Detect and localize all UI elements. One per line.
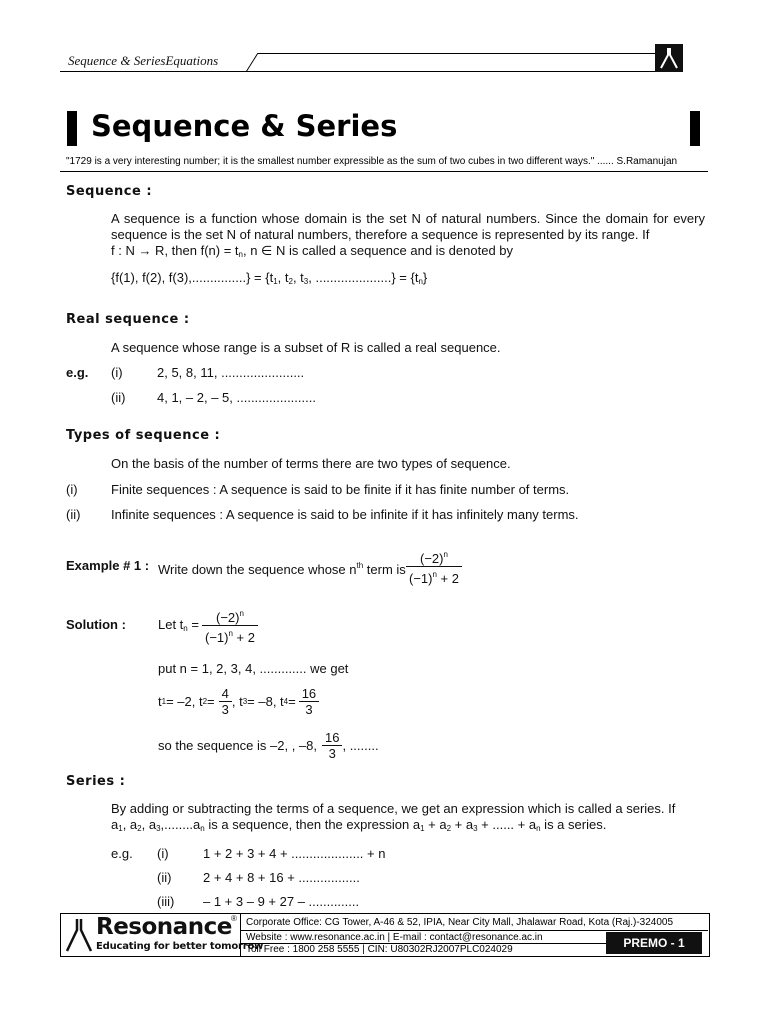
term-text: t <box>158 693 162 709</box>
term-text: = –2, t <box>166 693 203 709</box>
let-text: Let t <box>158 617 184 632</box>
result-fraction <box>322 730 342 761</box>
sequence-definition <box>111 211 705 263</box>
list-item: 1 + 2 + 3 + 4 + .................... + n <box>203 846 386 861</box>
put-n-line: put n = 1, 2, 3, 4, ............. we get <box>158 661 349 676</box>
registered-mark: ® <box>231 914 237 923</box>
series-text: is a sequence, then the expression a <box>204 817 421 832</box>
sub-n: n <box>238 250 243 259</box>
series-text: + a <box>451 817 474 832</box>
ramanujan-quote: "1729 is a very interesting number; it is the smallest number expressible as the sum of two cubes in two different ways." ...... S.Ramanujan <box>66 156 678 167</box>
list-item-num: (ii) <box>111 390 126 405</box>
resonance-footer-logo-icon <box>64 916 94 954</box>
fraction-denominator: 3 <box>328 746 336 761</box>
sequence-notation <box>111 270 427 290</box>
series-definition <box>111 801 705 837</box>
sequence-para-2a: f : N → R, then f(n) = t <box>111 243 239 258</box>
sub-1: 1 <box>273 277 278 286</box>
list-item-num: (ii) <box>66 507 81 522</box>
series-text: ,........a <box>160 817 201 832</box>
header-slant-line <box>246 53 258 72</box>
sub-2: 2 <box>137 824 142 833</box>
running-title: Sequence & SeriesEquations <box>68 53 219 68</box>
sub-3: 3 <box>242 696 248 706</box>
term-text: = <box>207 693 215 709</box>
numerator-text: (−2) <box>216 610 240 625</box>
header-top-rule <box>258 53 658 54</box>
terms-line <box>158 686 319 717</box>
sequence-heading: Sequence : <box>66 184 153 199</box>
list-item-num: (iii) <box>157 894 175 909</box>
term-text: , t <box>231 693 243 709</box>
list-item-num: (i) <box>157 846 169 861</box>
fraction-denominator: 3 <box>221 702 229 717</box>
fraction-denominator <box>202 626 258 645</box>
series-text: , a <box>122 817 138 832</box>
example-text: Write down the sequence whose n <box>158 562 357 577</box>
sequence-para-1: A sequence is a function whose domain is the set N of natural numbers. Since the domain for every sequence is the set N of natural numbers, therefore a sequence is represented by its range. If <box>111 211 705 242</box>
solution-label: Solution : <box>66 617 126 632</box>
series-heading: Series : <box>66 774 126 789</box>
sub-n: n <box>183 624 188 633</box>
result-text: , ........ <box>342 737 379 753</box>
series-para-1: By adding or subtracting the terms of a sequence, we get an expression which is called a series. If <box>111 801 676 816</box>
sub-2: 2 <box>446 824 452 833</box>
tn-fraction <box>202 606 258 645</box>
list-item: Infinite sequences : A sequence is said to be infinite if it has infinitely many terms. <box>111 507 579 522</box>
types-intro: On the basis of the number of terms there are two types of sequence. <box>111 456 511 471</box>
footer-brand: Resonance <box>96 914 232 940</box>
page-code-badge: PREMO - 1 <box>606 932 702 954</box>
list-item: 4, 1, – 2, – 5, ...................... <box>157 390 316 405</box>
solution-let <box>158 617 199 637</box>
notation-part: , t <box>292 270 304 285</box>
sub-1: 1 <box>161 696 167 706</box>
example-text: term is <box>363 562 406 577</box>
eg-label: e.g. <box>66 365 89 380</box>
denominator-text: (−1) <box>205 630 229 645</box>
fraction-denominator: 3 <box>305 702 313 717</box>
denominator-text: + 2 <box>232 630 255 645</box>
list-item: Finite sequences : A sequence is said to be finite if it has finite number of terms. <box>111 482 570 497</box>
resonance-logo-icon <box>655 44 683 72</box>
sub-1: 1 <box>118 824 123 833</box>
eg-label: e.g. <box>111 846 133 861</box>
sub-2: 2 <box>202 696 208 706</box>
sub-3: 3 <box>303 277 309 286</box>
sup-n: n <box>228 629 233 638</box>
series-text: , a <box>141 817 157 832</box>
quote-rule <box>60 171 708 172</box>
t4-fraction <box>299 686 319 717</box>
list-item-num: (i) <box>66 482 78 497</box>
title-bar-right <box>690 111 700 146</box>
notation-part: } <box>422 270 428 285</box>
page-title: Sequence & Series <box>91 109 398 143</box>
fraction-numerator: 16 <box>299 686 319 702</box>
sub-n: n <box>200 824 205 833</box>
term-text: = –8, t <box>247 693 284 709</box>
sequence-para-2b: , n ∈ N is called a sequence and is denoted by <box>242 243 514 258</box>
sub-4: 4 <box>283 696 289 706</box>
footer-tagline: Educating for better tomorrow <box>96 941 264 952</box>
series-text: + ...... + a <box>477 817 537 832</box>
footer-office: Corporate Office: CG Tower, A-46 & 52, IPIA, Near City Mall, Jhalawar Road, Kota (Raj.)-324005 <box>246 917 674 928</box>
let-text: = <box>187 617 199 632</box>
fraction-numerator: 16 <box>322 730 342 746</box>
types-heading: Types of sequence : <box>66 428 221 443</box>
sub-3: 3 <box>473 824 478 833</box>
t2-fraction <box>219 686 232 717</box>
notation-part: , .....................} = {t <box>308 270 419 285</box>
fraction-numerator <box>406 547 462 567</box>
list-item: 2 + 4 + 8 + 16 + ................. <box>203 870 360 885</box>
footer-rule <box>241 930 708 931</box>
sub-n: n <box>418 277 423 286</box>
sub-n: n <box>536 824 541 833</box>
real-sequence-definition: A sequence whose range is a subset of R is called a real sequence. <box>111 340 501 355</box>
list-item: – 1 + 3 – 9 + 27 – .............. <box>203 894 360 909</box>
sub-1: 1 <box>420 824 425 833</box>
list-item-num: (ii) <box>157 870 172 885</box>
sub-2: 2 <box>288 277 293 286</box>
fraction-numerator: 4 <box>219 686 232 702</box>
numerator-text: (−2) <box>420 551 444 566</box>
sup-n: n <box>443 550 448 559</box>
example-statement <box>158 558 406 578</box>
sup-n: n <box>432 570 437 579</box>
sequence-result-line <box>158 730 379 761</box>
result-text: so the sequence is –2, , –8, <box>158 737 317 753</box>
term-text: = <box>288 693 296 709</box>
notation-part: , t <box>277 270 289 285</box>
sub-3: 3 <box>156 824 161 833</box>
series-text: a <box>111 817 119 832</box>
denominator-text: + 2 <box>436 571 459 586</box>
header-rule <box>60 71 656 72</box>
footer-tollfree: Toll Free : 1800 258 5555 | CIN: U80302RJ2007PLC024029 <box>246 944 513 955</box>
series-text: + a <box>424 817 447 832</box>
fraction-numerator <box>202 606 258 626</box>
footer-web: Website : www.resonance.ac.in | E-mail : contact@resonance.ac.in <box>246 932 543 943</box>
footer-divider <box>240 913 241 956</box>
real-sequence-heading: Real sequence : <box>66 312 190 327</box>
list-item-num: (i) <box>111 365 123 380</box>
nth-term-fraction <box>406 547 462 586</box>
list-item: 2, 5, 8, 11, ....................... <box>157 365 305 380</box>
example-label: Example # 1 : <box>66 558 150 573</box>
series-text: is a series. <box>540 817 607 832</box>
title-bar-left <box>67 111 77 146</box>
notation-part: {f(1), f(2), f(3),...............} = {t <box>111 270 274 285</box>
fraction-denominator <box>406 567 462 586</box>
sup-n: n <box>239 609 244 618</box>
denominator-text: (−1) <box>409 571 433 586</box>
sup-th: th <box>356 561 364 570</box>
